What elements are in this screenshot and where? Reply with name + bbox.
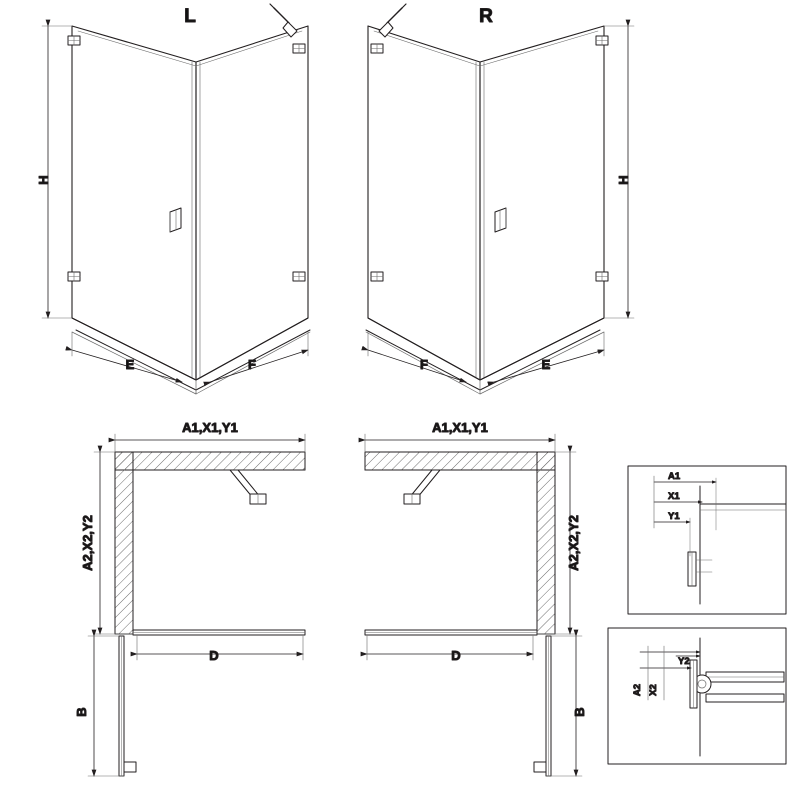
detail-top-label-a1: A1 xyxy=(668,471,681,482)
iso-left-base-label-e: E xyxy=(125,357,135,372)
plan-left-swing-dim: B xyxy=(74,707,89,717)
plan-left-top-dim: A1,X1,Y1 xyxy=(182,420,238,435)
plan-right-top-dim: A1,X1,Y1 xyxy=(432,420,488,435)
detail-top-label-x1: X1 xyxy=(668,491,680,502)
plan-left-side-dim: A2,X2,Y2 xyxy=(80,515,95,571)
iso-left-base-label-f: F xyxy=(248,357,256,372)
iso-right-height-label: H xyxy=(616,175,631,185)
iso-right-title: R xyxy=(479,6,493,27)
plan-right-swing-dim: B xyxy=(572,707,587,717)
plan-view-left xyxy=(74,420,305,776)
isometric-view-right xyxy=(366,4,634,394)
detail-bottom-label-a2: A2 xyxy=(632,683,643,697)
plan-view-right xyxy=(365,420,587,776)
detail-top xyxy=(628,466,786,614)
detail-bottom-label-x2: X2 xyxy=(648,684,659,696)
iso-right-base-label-f: F xyxy=(420,357,428,372)
plan-right-door-dim: D xyxy=(451,648,461,663)
isometric-view-left xyxy=(36,4,310,394)
iso-right-base-label-e: E xyxy=(541,357,551,372)
detail-top-label-y1: Y1 xyxy=(668,511,680,522)
detail-bottom-label-y2: Y2 xyxy=(678,656,690,667)
plan-left-door-dim: D xyxy=(209,648,219,663)
plan-right-side-dim: A2,X2,Y2 xyxy=(566,515,581,571)
iso-left-title: L xyxy=(184,6,196,27)
iso-left-height-label: H xyxy=(36,175,51,185)
detail-bottom xyxy=(608,628,786,764)
